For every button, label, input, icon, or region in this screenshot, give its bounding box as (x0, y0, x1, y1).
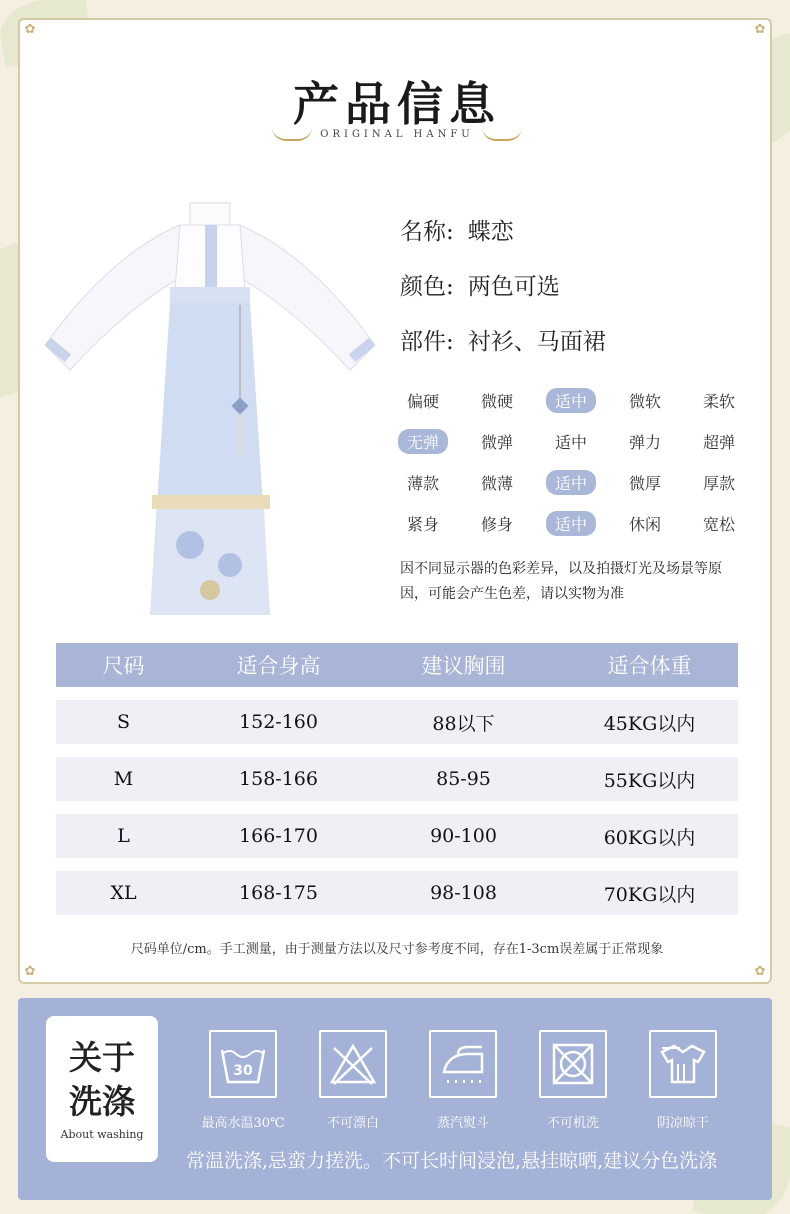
table-cell: 85-95 (436, 768, 491, 790)
info-parts-row (400, 312, 760, 367)
wash-label: 蒸汽熨斗 (436, 1116, 489, 1131)
rating-row (386, 380, 756, 421)
rating-option (460, 471, 534, 494)
no-bleach-icon (319, 1030, 387, 1098)
table-cell: 55KG以内 (603, 769, 696, 792)
page-title: 产品信息 (293, 77, 501, 131)
rating-option-label: 宽松 (702, 515, 735, 534)
wash-label: 不可漂白 (326, 1116, 379, 1131)
hanfu-garment-image (40, 195, 380, 615)
rating-row (386, 421, 756, 462)
rating-option-label: 柔软 (702, 392, 735, 411)
table-cell: 152-160 (239, 711, 318, 733)
rating-option (608, 471, 682, 494)
corner-ornament-icon: ✿ (24, 964, 36, 979)
shade-dry-icon (649, 1030, 717, 1098)
table-row (56, 757, 738, 801)
corner-ornament-icon: ✿ (24, 22, 36, 37)
rating-option (682, 430, 756, 453)
info-name-row (400, 202, 760, 257)
rating-row (386, 503, 756, 544)
rating-option-label: 微软 (628, 392, 661, 411)
rating-option-label: 适中 (546, 470, 596, 495)
rating-option (608, 512, 682, 535)
rating-option-label: 适中 (546, 511, 596, 536)
no-machine-wash-icon (539, 1030, 607, 1098)
rating-option-selected (534, 388, 608, 413)
rating-option-label: 弹力 (628, 433, 661, 452)
info-label: 颜色: (400, 274, 454, 300)
header-cell: 尺码 (102, 654, 145, 678)
rating-option-label: 超弹 (702, 433, 735, 452)
rating-option-label: 厚款 (702, 474, 735, 493)
rating-option (682, 471, 756, 494)
rating-option-label: 微厚 (628, 474, 661, 493)
wash-item (628, 1030, 738, 1131)
header-cell: 建议胸围 (421, 654, 506, 678)
wash-label: 阴凉晾干 (656, 1116, 709, 1131)
page-subtitle: ORIGINAL HANFU (320, 128, 474, 140)
wash-item (518, 1030, 628, 1131)
rating-option (608, 389, 682, 412)
rating-option (460, 430, 534, 453)
corner-ornament-icon: ✿ (754, 22, 766, 37)
info-color-row (400, 257, 760, 312)
table-row (56, 871, 738, 915)
rating-option-label: 休闲 (628, 515, 661, 534)
product-info-list (400, 202, 760, 367)
header-cell: 适合身高 (236, 654, 321, 678)
rating-option-label: 适中 (554, 433, 587, 452)
table-cell: 45KG以内 (603, 712, 696, 735)
washing-title-line1: 关于 (69, 1038, 135, 1077)
svg-text:30: 30 (233, 1063, 253, 1079)
table-row (56, 700, 738, 744)
rating-option-label: 修身 (480, 515, 513, 534)
wash-item (188, 1030, 298, 1131)
rating-option-label: 无弹 (398, 429, 448, 454)
rating-option-label: 微硬 (480, 392, 513, 411)
size-table (56, 643, 738, 915)
rating-option-selected (534, 470, 608, 495)
wash-item (298, 1030, 408, 1131)
table-row (56, 814, 738, 858)
table-cell: S (116, 711, 131, 733)
rating-option (386, 512, 460, 535)
washing-icons (188, 1030, 758, 1131)
table-cell: 60KG以内 (603, 826, 696, 849)
table-cell: 90-100 (430, 825, 497, 847)
table-cell: XL (110, 882, 137, 904)
wash-label: 不可机洗 (546, 1116, 599, 1131)
washing-title-box (46, 1016, 158, 1162)
rating-option-label: 薄款 (406, 474, 439, 493)
product-info-card (18, 18, 772, 984)
washing-note: 常温洗涤,忌蛮力搓洗。不可长时间浸泡,悬挂晾晒,建议分色洗涤 (186, 1150, 718, 1172)
size-table-header (56, 643, 738, 687)
wash-30-icon (209, 1030, 277, 1098)
table-cell: M (113, 768, 134, 790)
rating-option-selected (534, 511, 608, 536)
washing-section (18, 998, 772, 1200)
fabric-rating-grid (386, 380, 756, 544)
table-cell: 70KG以内 (603, 883, 696, 906)
rating-option-selected (386, 429, 460, 454)
table-cell: L (117, 825, 130, 847)
info-value: 两色可选 (467, 274, 560, 300)
washing-title-line2: 洗涤 (69, 1082, 135, 1121)
info-value: 衬衫、马面裙 (467, 329, 606, 355)
table-cell: 158-166 (239, 768, 318, 790)
corner-ornament-icon: ✿ (754, 964, 766, 979)
table-cell: 168-175 (239, 882, 318, 904)
washing-title-en: About washing (60, 1128, 144, 1141)
info-label: 部件: (400, 329, 454, 355)
table-cell: 166-170 (239, 825, 318, 847)
steam-iron-icon (429, 1030, 497, 1098)
rating-option (608, 430, 682, 453)
rating-option (682, 389, 756, 412)
table-cell: 88以下 (432, 712, 495, 735)
color-disclaimer: 因不同显示器的色彩差异，以及拍摄灯光及场景等原因，可能会产生色差，请以实物为准 (400, 561, 722, 602)
info-value: 蝶恋 (467, 219, 514, 245)
info-label: 名称: (400, 219, 454, 245)
rating-option (460, 389, 534, 412)
rating-option-label: 适中 (546, 388, 596, 413)
rating-option (386, 389, 460, 412)
rating-option-label: 紧身 (406, 515, 439, 534)
rating-option-label: 偏硬 (406, 392, 439, 411)
subtitle-row (20, 122, 774, 146)
rating-option (460, 512, 534, 535)
rating-option-label: 微薄 (480, 474, 513, 493)
rating-row (386, 462, 756, 503)
rating-option (386, 471, 460, 494)
header-cell: 适合体重 (607, 654, 692, 678)
table-cell: 98-108 (430, 882, 497, 904)
flourish-right-icon (482, 127, 522, 141)
wash-item (408, 1030, 518, 1131)
rating-option-label: 微弹 (480, 433, 513, 452)
rating-option (682, 512, 756, 535)
flourish-left-icon (272, 127, 312, 141)
wash-label: 最高水温30℃ (201, 1116, 285, 1131)
size-footnote: 尺码单位/cm。手工测量，由于测量方法以及尺寸参考度不同，存在1-3cm误差属于正常现象 (130, 942, 664, 957)
rating-option (534, 430, 608, 453)
